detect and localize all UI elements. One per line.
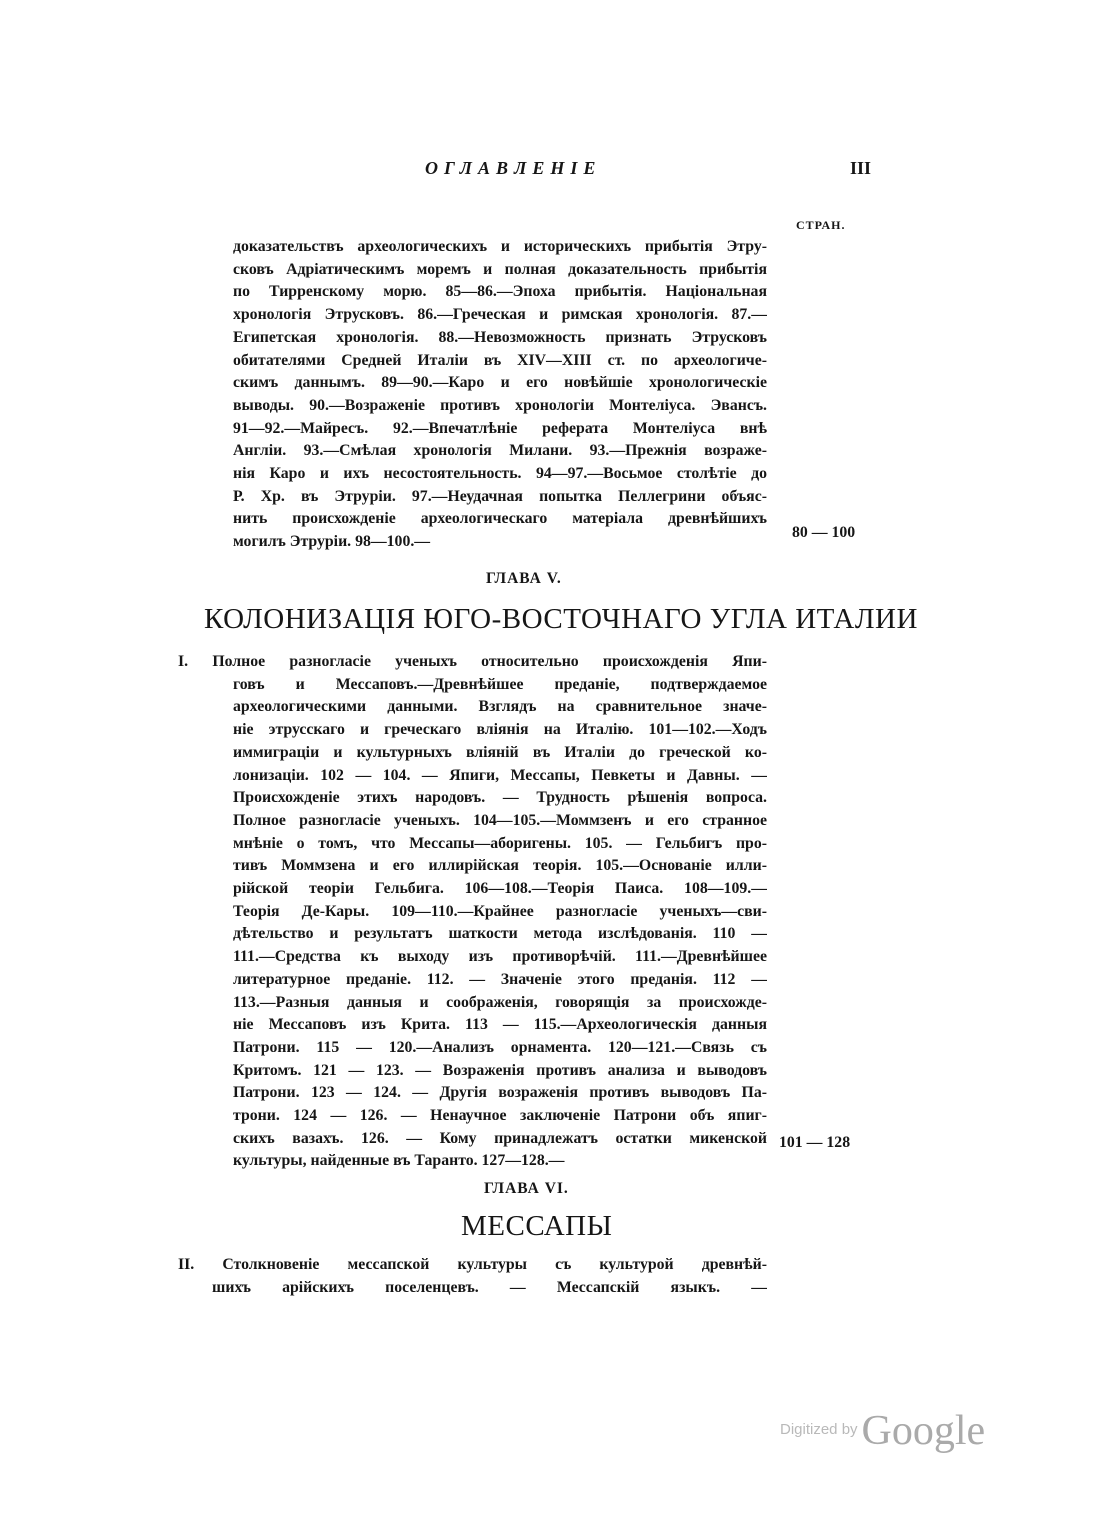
text-line: шихъ арійскихъ поселенцевъ. — Мессапскій языкъ. — xyxy=(212,1278,767,1296)
toc-entry-chapter-5 xyxy=(178,651,767,1173)
chapter-title: КОЛОНИЗАЦІЯ ЮГО-ВОСТОЧНАГО УГЛА ИТАЛИИ xyxy=(204,603,918,635)
text-line: культуры, найденные въ Таранто. 127—128.— xyxy=(233,1152,565,1170)
page-column-label: СТРАН. xyxy=(796,218,846,232)
toc-entry-continued xyxy=(233,236,767,554)
text-line: говъ и Мессаповъ.—Древнѣйшее преданіе, подтверждаемое xyxy=(233,675,767,693)
text-line: по Тирренскому морю. 85—86.—Эпоха прибытія. Національная xyxy=(233,283,767,301)
text-line: Патрони. 115 — 120.—Анализъ орнамента. 120—121.—Связь съ xyxy=(233,1038,767,1056)
text-line: нить происхожденіе археологическаго матеріала древнѣйшихъ xyxy=(233,510,767,528)
text-line: Патрони. 123 — 124. — Другія возраженія противъ выводовъ Па- xyxy=(233,1084,767,1102)
text-line: нія Каро и ихъ несостоятельность. 94—97.—Восьмое столѣтіе до xyxy=(233,465,767,483)
digitized-by-google-watermark xyxy=(780,1407,985,1455)
text-line: выводы. 90.—Возраженіе противъ хронологіи Монтеліуса. Эвансъ. xyxy=(233,396,767,414)
text-line: Англіи. 93.—Смѣлая хронологія Милани. 93.—Прежнія возраже- xyxy=(233,442,767,460)
text-line: дѣтельство и результатъ шаткости метода изслѣдованія. 110 — xyxy=(233,925,767,943)
text-line: ніе этрусскаго и греческаго вліянія на Италію. 101—102.—Ходъ xyxy=(233,721,767,739)
text-line: обитателями Средней Италіи въ XIV—XIII ст. по археологиче- xyxy=(233,351,767,369)
text-line: I. Полное разногласіе ученыхъ относительно происхожденія Япи- xyxy=(178,653,767,670)
chapter-label: ГЛАВА V. xyxy=(486,570,562,587)
watermark-prefix: Digitized by xyxy=(780,1421,858,1438)
text-line: рійской теоріи Гельбига. 106—108.—Теорія Паиса. 108—109.— xyxy=(233,880,767,898)
text-line: Р. Хр. въ Этруріи. 97.—Неудачная попытка Пеллегрини объяс- xyxy=(233,487,767,505)
text-line: мнѣніе о томъ, что Мессапы—аборигены. 105. — Гельбигъ про- xyxy=(233,834,767,852)
toc-entry-chapter-6 xyxy=(178,1254,767,1299)
google-logo: Google xyxy=(861,1408,986,1454)
text-line: Критомъ. 121 — 123. — Возраженія противъ анализа и выводовъ xyxy=(233,1061,767,1079)
text-line: скихъ вазахъ. 126. — Кому принадлежатъ остатки микенской xyxy=(233,1129,767,1147)
text-line: иммиграціи и культурныхъ вліяній въ Италіи до греческой ко- xyxy=(233,743,767,761)
text-line: Происхожденіе этихъ народовъ. — Трудность рѣшенія вопроса. xyxy=(233,789,767,807)
text-line: 91—92.—Майресъ. 92.—Впечатлѣніе реферата Монтеліуса внѣ xyxy=(233,419,767,437)
text-line: Полное разногласіе ученыхъ. 104—105.—Моммзенъ и его странное xyxy=(233,811,767,829)
page-range: 80 — 100 xyxy=(792,524,856,541)
text-line: хронологія Этрусковъ. 86.—Греческая и римская хронологія. 87.— xyxy=(233,306,767,324)
text-line: могилъ Этруріи. 98—100.— xyxy=(233,533,431,551)
running-title: ОГЛАВЛЕНІЕ xyxy=(425,158,602,178)
text-line: 113.—Разныя данныя и соображенія, говорящія за происхожде- xyxy=(233,993,767,1011)
page-range: 101 — 128 xyxy=(779,1134,851,1151)
chapter-label: ГЛАВА VI. xyxy=(484,1180,569,1197)
text-line: скимъ даннымъ. 89—90.—Каро и его новѣйшіе хронологическіе xyxy=(233,374,767,392)
text-line: археологическими данными. Взглядъ на сравнительное значе- xyxy=(233,698,767,716)
page-number: III xyxy=(850,158,872,178)
text-line: лонизаціи. 102 — 104. — Япиги, Мессапы, Певкеты и Давны. — xyxy=(233,766,767,784)
text-line: доказательствъ археологическихъ и историческихъ прибытія Этру- xyxy=(233,238,767,255)
text-line: Египетская хронологія. 88.—Невозможность признать Этрусковъ xyxy=(233,328,767,346)
text-line: литературное преданіе. 112. — Значеніе этого преданія. 112 — xyxy=(233,970,767,988)
text-line: тивъ Моммзена и его иллирійская теорія. 105.—Основаніе илли- xyxy=(233,857,767,875)
text-line: сковъ Адріатическимъ моремъ и полная доказательность прибытія xyxy=(233,260,767,278)
text-line: 111.—Средства къ выходу изъ противорѣчій. 111.—Древнѣйшее xyxy=(233,948,767,966)
text-line: Теорія Де-Кары. 109—110.—Крайнее разногласіе ученыхъ—сви- xyxy=(233,902,767,920)
text-line: II. Столкновеніе мессапской культуры съ культурой древнѣй- xyxy=(178,1256,767,1273)
text-line: трони. 124 — 126. — Ненаучное заключеніе Патрони объ япиг- xyxy=(233,1107,767,1125)
chapter-title: МЕССАПЫ xyxy=(461,1210,613,1242)
text-line: ніе Мессаповъ изъ Крита. 113 — 115.—Археологическія данныя xyxy=(233,1016,767,1034)
